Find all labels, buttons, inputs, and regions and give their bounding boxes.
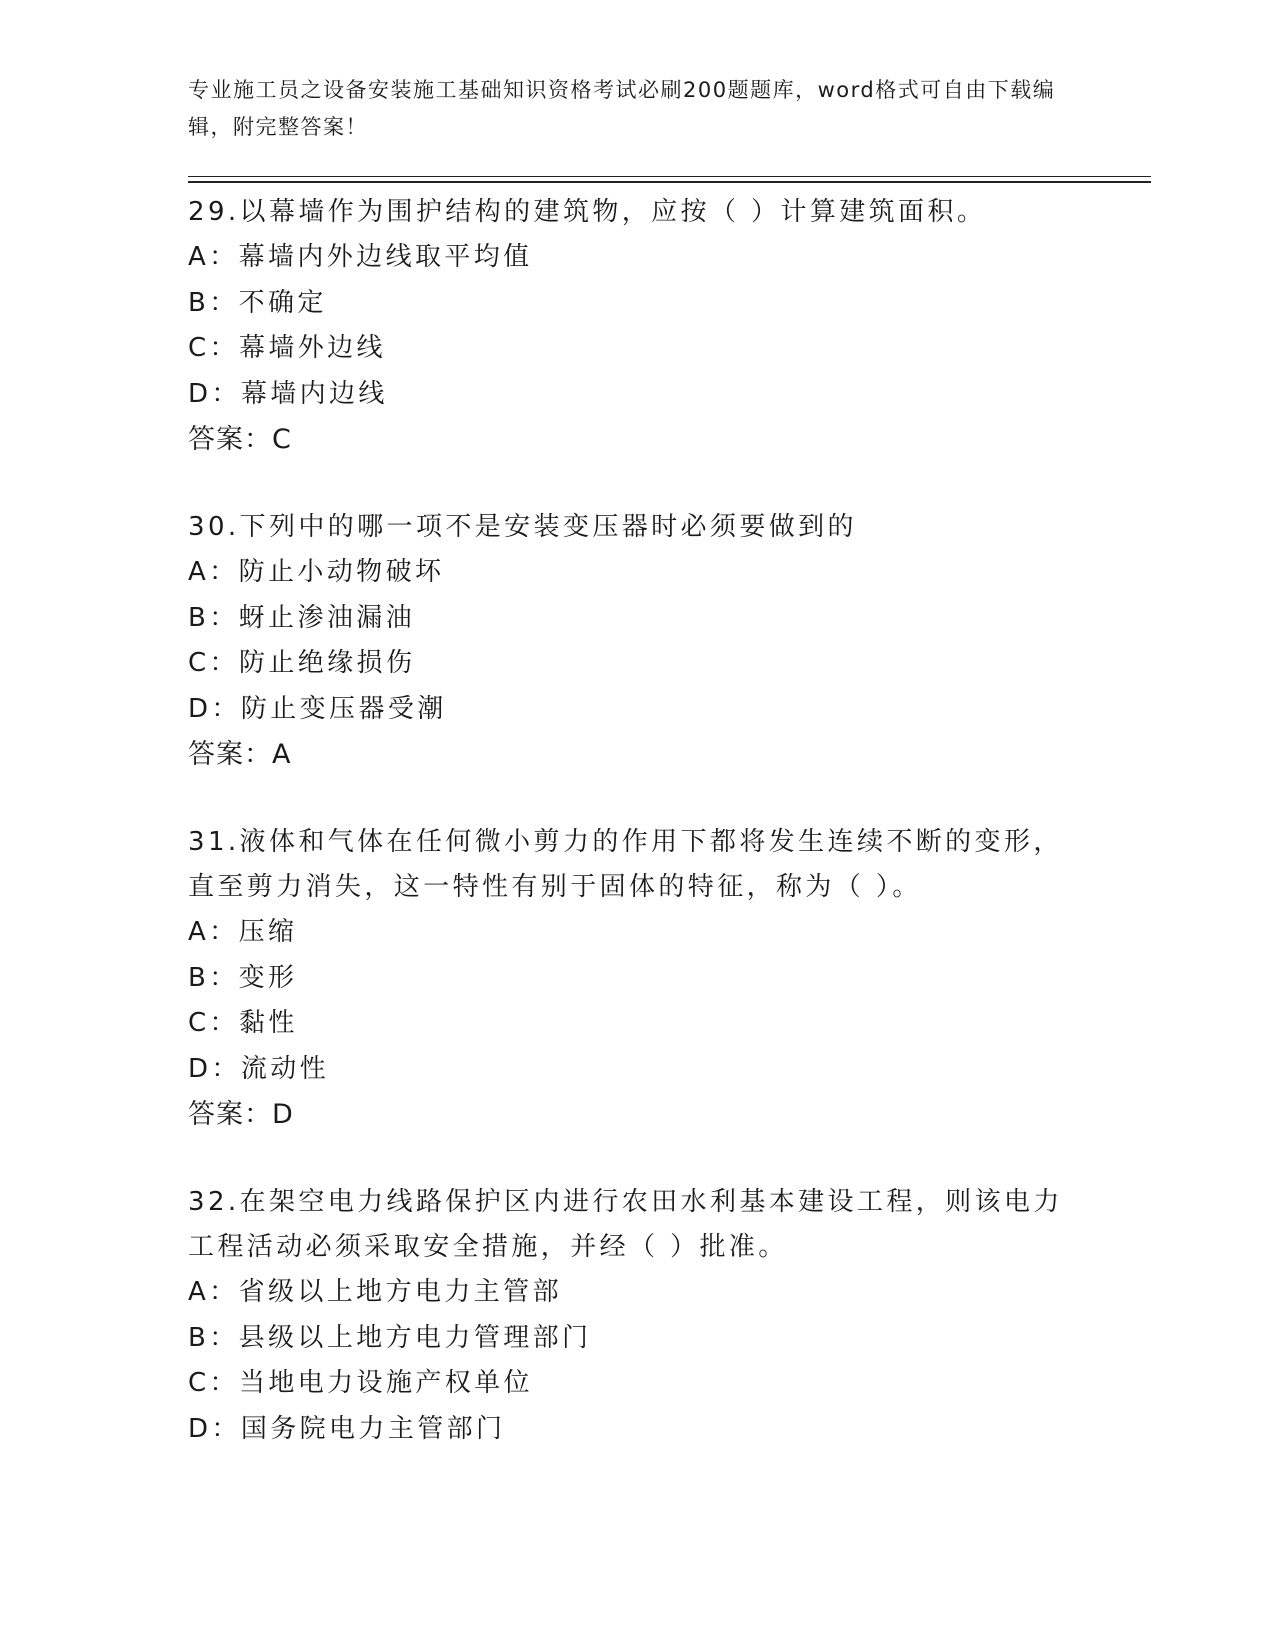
question-31 — [188, 820, 1088, 1138]
option-d: D：国务院电力主管部门 — [188, 1413, 506, 1444]
option-c: C：幕墙外边线 — [188, 333, 386, 363]
option-a: A：幕墙内外边线取平均值 — [188, 242, 533, 272]
header-divider-thin — [188, 176, 1151, 177]
option-b: B：蚜止渗油漏油 — [188, 602, 416, 633]
document-title: 专业施工员之设备安装施工基础知识资格考试必刷200题题库，word格式可自由下载编辑，附完整答案！ — [188, 78, 1056, 139]
option-c: C：黏性 — [188, 1008, 298, 1038]
option-c: C：防止绝缘损伤 — [188, 648, 416, 678]
option-a: A：省级以上地方电力主管部 — [188, 1277, 562, 1307]
option-a: A：压缩 — [188, 917, 298, 947]
option-d: D：流动性 — [188, 1053, 330, 1084]
answer-line: 答案：A — [188, 739, 292, 770]
question-stem: 30.下列中的哪一项不是安装变压器时必须要做到的 — [188, 512, 857, 542]
option-d: D：幕墙内边线 — [188, 378, 388, 409]
answer-line: 答案：C — [188, 424, 292, 455]
option-b: B：不确定 — [188, 287, 327, 318]
question-29 — [188, 190, 1088, 463]
option-b: B：变形 — [188, 962, 298, 993]
option-d: D：防止变压器受潮 — [188, 693, 447, 724]
question-32 — [188, 1180, 1088, 1452]
header-divider-thick — [188, 181, 1151, 183]
option-a: A：防止小动物破坏 — [188, 557, 445, 587]
question-stem: 32.在架空电力线路保护区内进行农田水利基本建设工程，则该电力工程活动必须采取安全措施，并经（ ）批准。 — [188, 1187, 1063, 1262]
question-30 — [188, 505, 1088, 778]
document-header — [188, 72, 1068, 146]
option-b: B：县级以上地方电力管理部门 — [188, 1322, 592, 1353]
question-stem: 29.以幕墙作为围护结构的建筑物，应按（ ）计算建筑面积。 — [188, 197, 987, 227]
option-c: C：当地电力设施产权单位 — [188, 1368, 533, 1398]
question-list — [188, 190, 1088, 1494]
answer-line: 答案：D — [188, 1099, 294, 1130]
question-stem: 31.液体和气体在任何微小剪力的作用下都将发生连续不断的变形，直至剪力消失，这一特性有别于固体的特征，称为（ ）。 — [188, 827, 1063, 902]
